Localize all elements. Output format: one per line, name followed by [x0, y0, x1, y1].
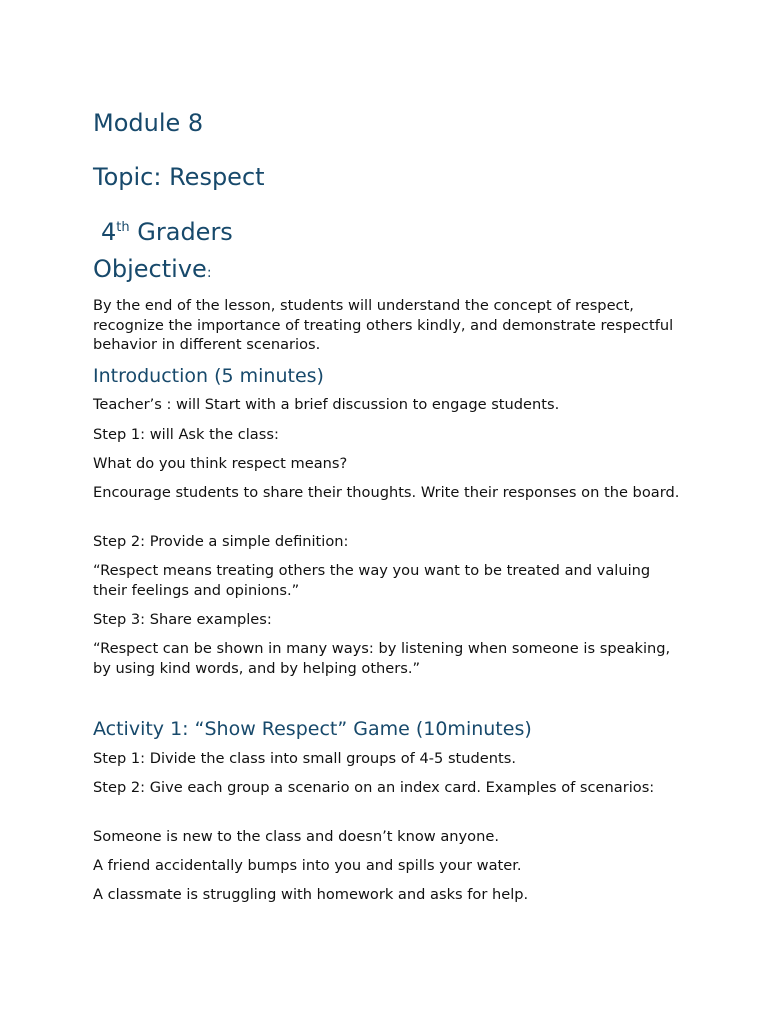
scenario-item: A friend accidentally bumps into you and spills your water.: [93, 857, 522, 874]
grade-number: 4: [101, 218, 117, 246]
intro-examples: “Respect can be shown in many ways: by listening when someone is speaking, by using kind words, and by helping others.”: [93, 640, 671, 677]
objective-text: By the end of the lesson, students will understand the concept of respect, recognize the importance of treating others kindly, and demonstrate respectful behavior in different scenarios.: [93, 297, 674, 353]
objective-heading-colon: :: [206, 265, 212, 281]
intro-encourage: Encourage students to share their thoughts. Write their responses on the board.: [93, 484, 680, 501]
intro-step3: Step 3: Share examples:: [93, 611, 272, 628]
activity1-heading: Activity 1: “Show Respect” Game (10minutes): [93, 718, 532, 740]
introduction-heading: Introduction (5 minutes): [93, 365, 324, 387]
intro-question: What do you think respect means?: [93, 455, 348, 472]
objective-heading: [93, 257, 212, 281]
grade-suffix: th: [116, 220, 130, 235]
grade-label: Graders: [137, 218, 233, 246]
module-title: Module 8: [93, 109, 204, 137]
intro-teacher-line: Teacher’s : will Start with a brief discussion to engage students.: [93, 396, 560, 413]
intro-definition: “Respect means treating others the way you want to be treated and valuing their feelings and opinions.”: [93, 562, 651, 599]
scenario-item: Someone is new to the class and doesn’t know anyone.: [93, 828, 499, 845]
intro-step1: Step 1: will Ask the class:: [93, 426, 279, 443]
scenario-item: A classmate is struggling with homework and asks for help.: [93, 886, 529, 903]
intro-step2: Step 2: Provide a simple definition:: [93, 533, 349, 550]
grade-title: [101, 220, 233, 244]
topic-title: Topic: Respect: [93, 163, 265, 191]
activity1-step1: Step 1: Divide the class into small groups of 4-5 students.: [93, 750, 516, 767]
activity1-step2: Step 2: Give each group a scenario on an index card. Examples of scenarios:: [93, 779, 655, 796]
objective-heading-text: Objective: [93, 255, 207, 283]
